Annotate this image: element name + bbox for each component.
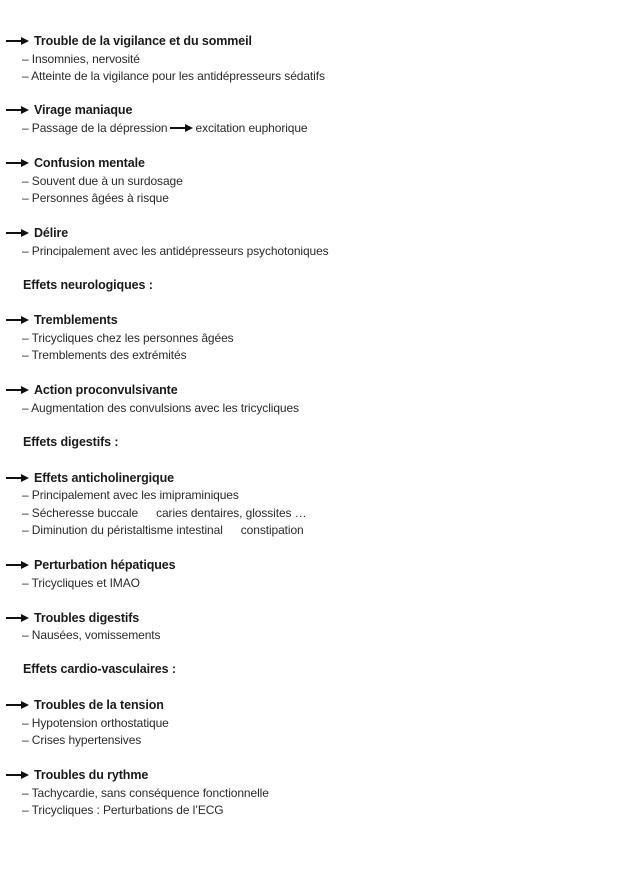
detail-line bbox=[22, 523, 304, 537]
item-heading bbox=[6, 382, 178, 398]
section-title: Effets cardio-vasculaires : bbox=[23, 662, 176, 676]
right-arrow-icon bbox=[6, 104, 30, 116]
heading-text: Action proconvulsivante bbox=[34, 383, 178, 397]
right-arrow-icon bbox=[6, 157, 30, 169]
detail-line: – Nausées, vomissements bbox=[22, 628, 161, 642]
section-title: Effets digestifs : bbox=[23, 435, 119, 449]
detail-line: – Principalement avec les antidépresseurs psychotoniques bbox=[22, 244, 329, 258]
detail-part: – Passage de la dépression bbox=[22, 121, 168, 135]
right-arrow-icon bbox=[6, 699, 30, 711]
right-arrow-icon bbox=[6, 612, 30, 624]
right-arrow-icon bbox=[6, 35, 30, 47]
heading-text: Délire bbox=[34, 226, 69, 240]
detail-part: excitation euphorique bbox=[195, 121, 308, 135]
detail-line: – Insomnies, nervosité bbox=[22, 52, 140, 66]
item-heading bbox=[6, 102, 132, 118]
heading-text: Troubles de la tension bbox=[34, 698, 164, 712]
detail-line: – Crises hypertensives bbox=[22, 733, 142, 747]
item-heading bbox=[6, 33, 252, 49]
detail-part: caries dentaires, glossites … bbox=[156, 506, 307, 520]
heading-text: Troubles du rythme bbox=[34, 768, 149, 782]
detail-line: – Tachycardie, sans conséquence fonctionnelle bbox=[22, 786, 269, 800]
item-heading bbox=[6, 470, 174, 486]
item-heading bbox=[6, 557, 175, 573]
detail-line: – Souvent due à un surdosage bbox=[22, 174, 183, 188]
right-arrow-icon bbox=[6, 314, 30, 326]
detail-line: – Augmentation des convulsions avec les tricycliques bbox=[22, 401, 299, 415]
detail-part: – Diminution du péristaltisme intestinal bbox=[22, 523, 223, 537]
detail-line: – Atteinte de la vigilance pour les antidépresseurs sédatifs bbox=[22, 69, 325, 83]
detail-part: – Sécheresse buccale bbox=[22, 506, 139, 520]
detail-part: constipation bbox=[240, 523, 304, 537]
heading-text: Effets anticholinergique bbox=[34, 471, 174, 485]
right-arrow-icon bbox=[6, 227, 30, 239]
item-heading bbox=[6, 697, 164, 713]
detail-line: – Principalement avec les imipraminiques bbox=[22, 488, 239, 502]
item-heading bbox=[6, 312, 118, 328]
item-heading bbox=[6, 225, 68, 241]
item-heading bbox=[6, 767, 148, 783]
heading-text: Tremblements bbox=[34, 313, 118, 327]
heading-text: Perturbation hépatiques bbox=[34, 558, 176, 572]
detail-line: – Tricycliques chez les personnes âgées bbox=[22, 331, 234, 345]
heading-text: Virage maniaque bbox=[34, 103, 133, 117]
heading-text: Trouble de la vigilance et du sommeil bbox=[34, 34, 252, 48]
item-heading bbox=[6, 610, 139, 626]
detail-line: – Tremblements des extrémités bbox=[22, 348, 187, 362]
right-arrow-icon bbox=[6, 384, 30, 396]
detail-line bbox=[22, 506, 307, 520]
item-heading bbox=[6, 155, 145, 171]
detail-line: – Tricycliques : Perturbations de l’ECG bbox=[22, 803, 224, 817]
detail-line: – Hypotension orthostatique bbox=[22, 716, 169, 730]
section-title: Effets neurologiques : bbox=[23, 278, 153, 292]
heading-text: Confusion mentale bbox=[34, 156, 145, 170]
right-arrow-icon bbox=[6, 472, 30, 484]
right-arrow-icon bbox=[170, 123, 194, 133]
detail-line: – Personnes âgées à risque bbox=[22, 191, 169, 205]
detail-line: – Tricycliques et IMAO bbox=[22, 576, 140, 590]
heading-text: Troubles digestifs bbox=[34, 611, 140, 625]
detail-line bbox=[22, 121, 308, 135]
right-arrow-icon bbox=[6, 769, 30, 781]
right-arrow-icon bbox=[6, 559, 30, 571]
